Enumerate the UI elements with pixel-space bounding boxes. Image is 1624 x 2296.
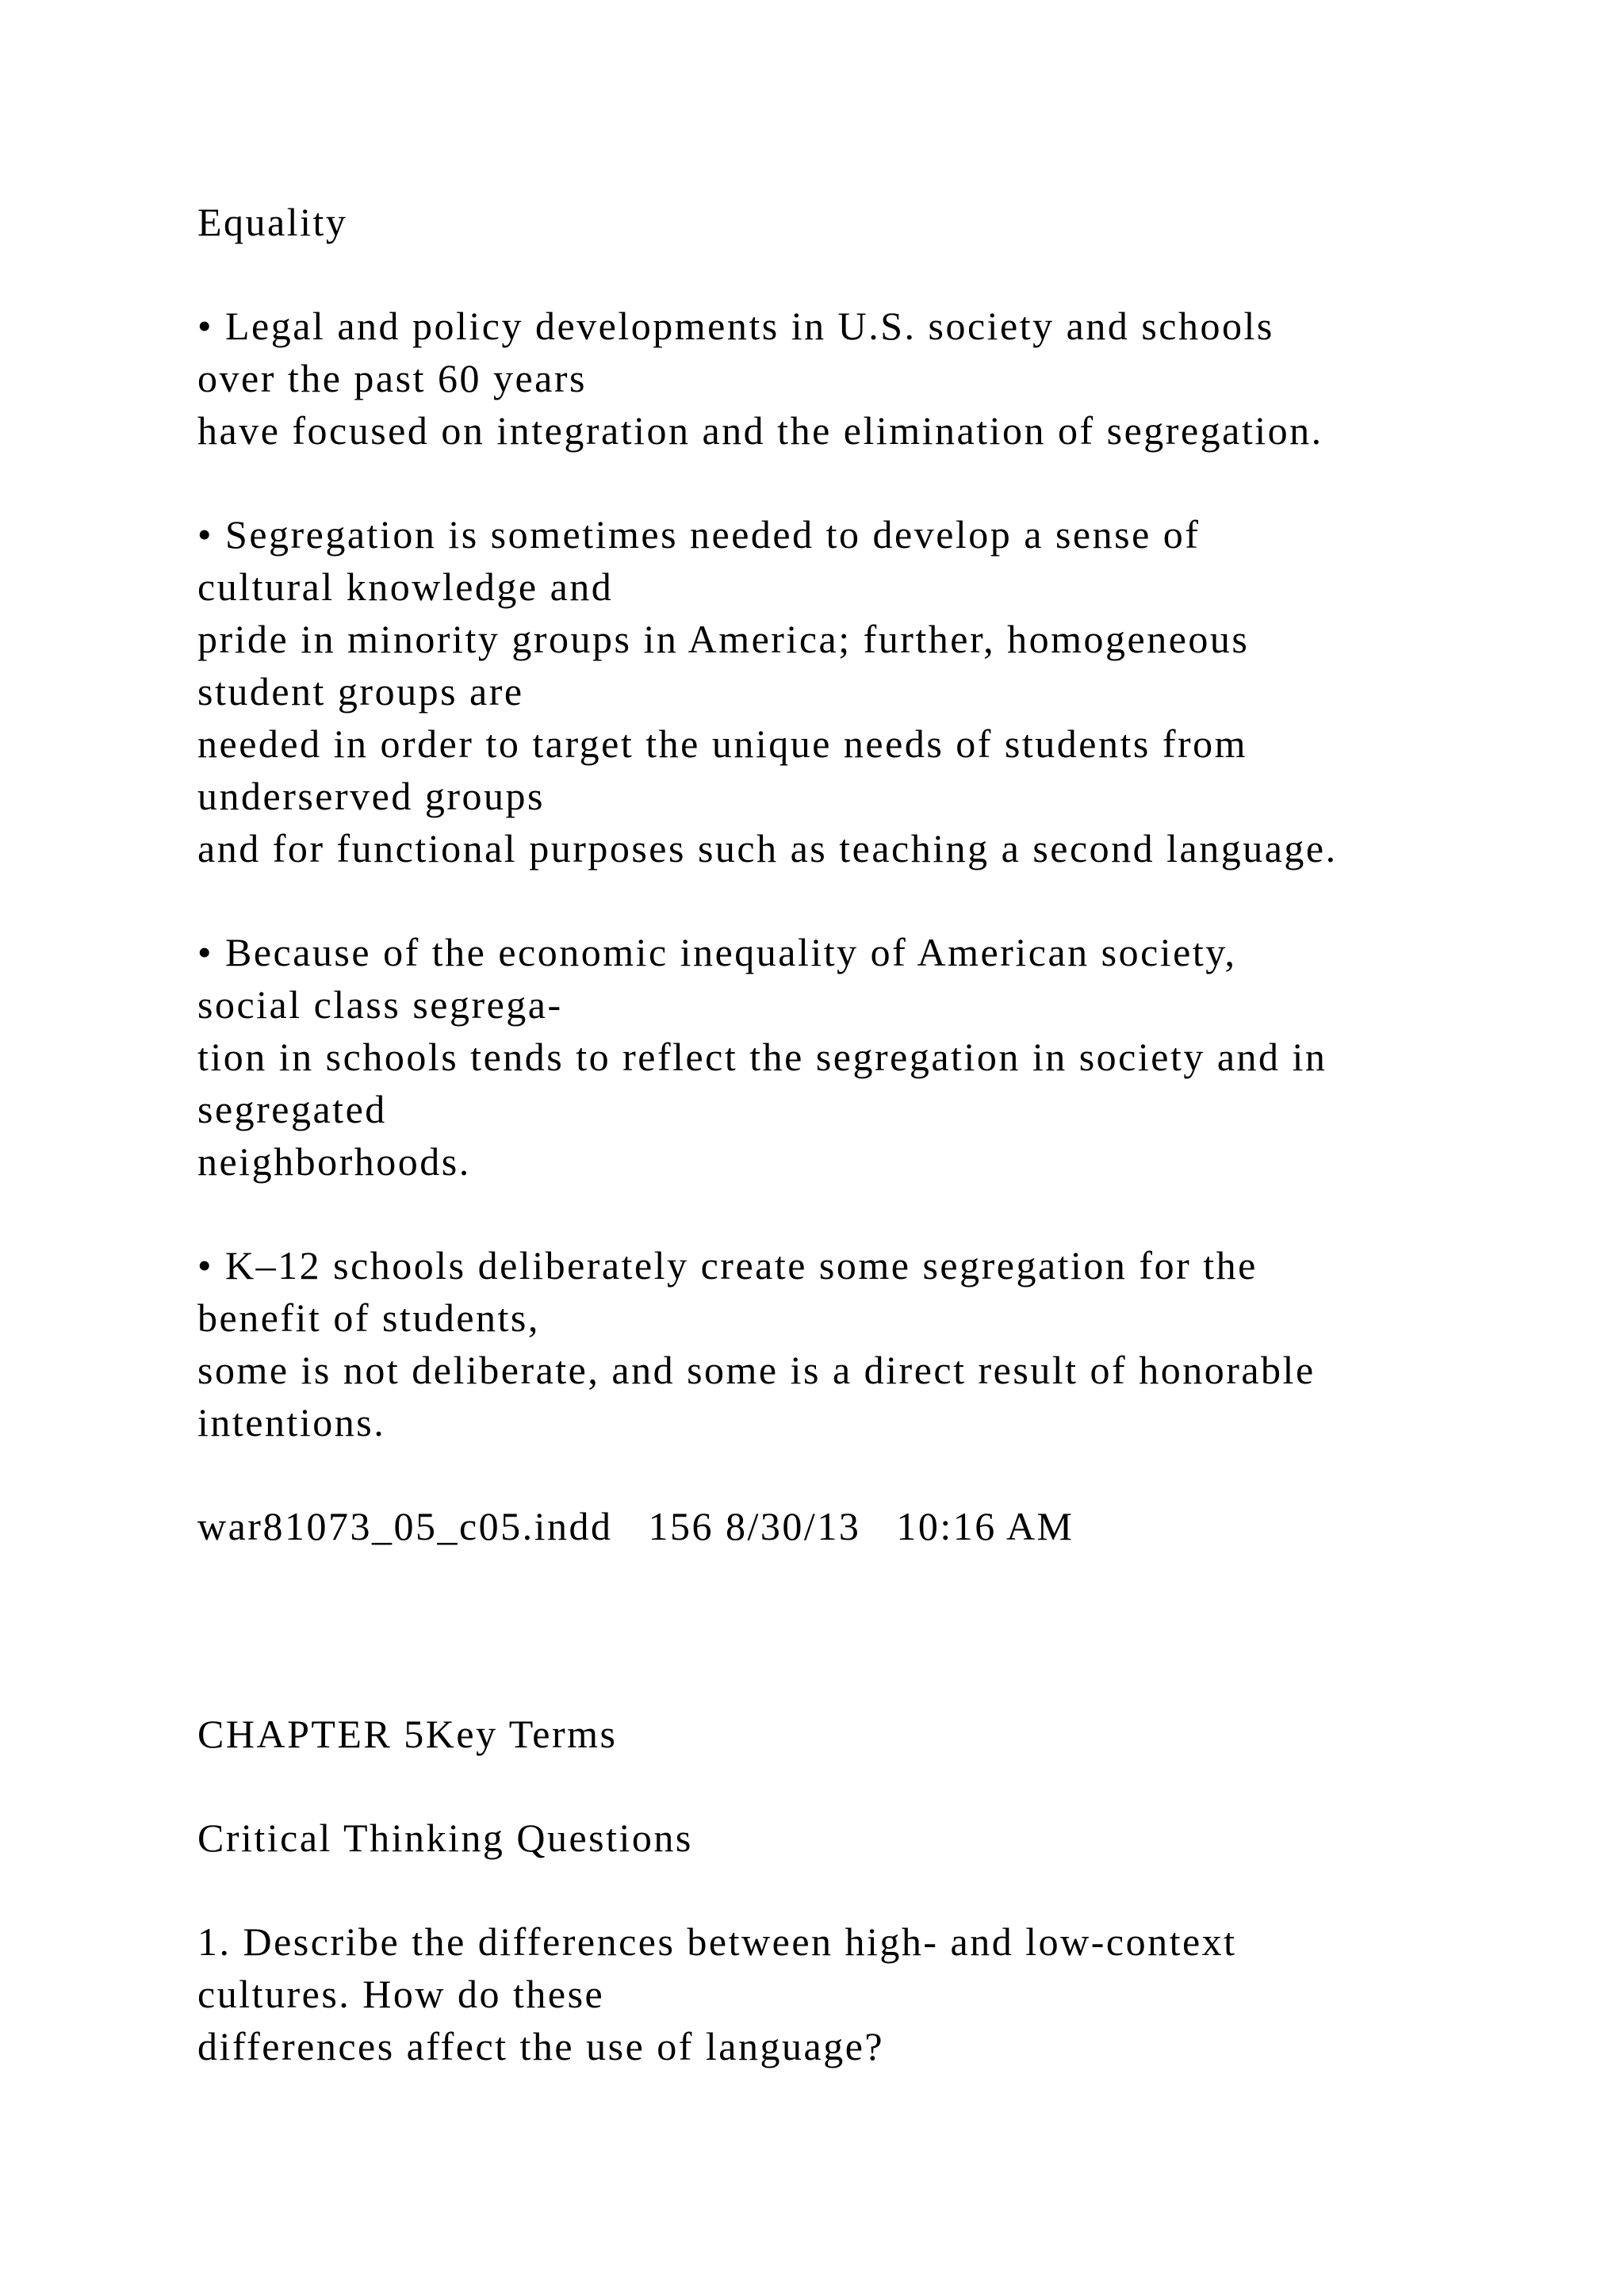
- question-1-line-1: 1. Describe the differences between high- and low-context: [197, 1919, 1237, 1964]
- bullet-2-line-5: needed in order to target the unique needs of students from: [197, 721, 1248, 766]
- bullet-2-line-7: and for functional purposes such as teaching a second language.: [197, 826, 1338, 871]
- bullet-2-line-3: pride in minority groups in America; further, homogeneous: [197, 617, 1250, 661]
- chapter-heading: CHAPTER 5Key Terms: [197, 1712, 618, 1756]
- file-info-footer: war81073_05_c05.indd 156 8/30/13 10:16 AM: [197, 1504, 1074, 1548]
- bullet-1-line-1: • Legal and policy developments in U.S. society and schools: [197, 304, 1274, 348]
- bullet-1-line-3: have focused on integration and the elimination of segregation.: [197, 408, 1323, 453]
- bullet-3-line-5: neighborhoods.: [197, 1139, 471, 1184]
- section-title: Equality: [197, 200, 348, 244]
- bullet-3-line-4: segregated: [197, 1087, 387, 1131]
- question-1-line-3: differences affect the use of language?: [197, 2024, 885, 2068]
- bullet-2-line-6: underserved groups: [197, 774, 545, 818]
- bullet-2-line-4: student groups are: [197, 669, 524, 714]
- bullet-2-line-2: cultural knowledge and: [197, 564, 614, 609]
- bullet-2-line-1: • Segregation is sometimes needed to develop a sense of: [197, 512, 1201, 557]
- bullet-3-line-2: social class segrega-: [197, 982, 563, 1027]
- bullet-4-line-1: • K–12 schools deliberately create some segregation for the: [197, 1243, 1258, 1288]
- bullet-4-line-4: intentions.: [197, 1400, 386, 1445]
- question-1-line-2: cultures. How do these: [197, 1972, 605, 2016]
- bullet-3-line-1: • Because of the economic inequality of American society,: [197, 930, 1237, 974]
- bullet-1-line-2: over the past 60 years: [197, 356, 587, 400]
- bullet-3-line-3: tion in schools tends to reflect the segregation in society and in: [197, 1035, 1327, 1079]
- bullet-4-line-3: some is not deliberate, and some is a direct result of honorable: [197, 1348, 1316, 1392]
- section-heading: Critical Thinking Questions: [197, 1816, 693, 1860]
- bullet-4-line-2: benefit of students,: [197, 1295, 540, 1340]
